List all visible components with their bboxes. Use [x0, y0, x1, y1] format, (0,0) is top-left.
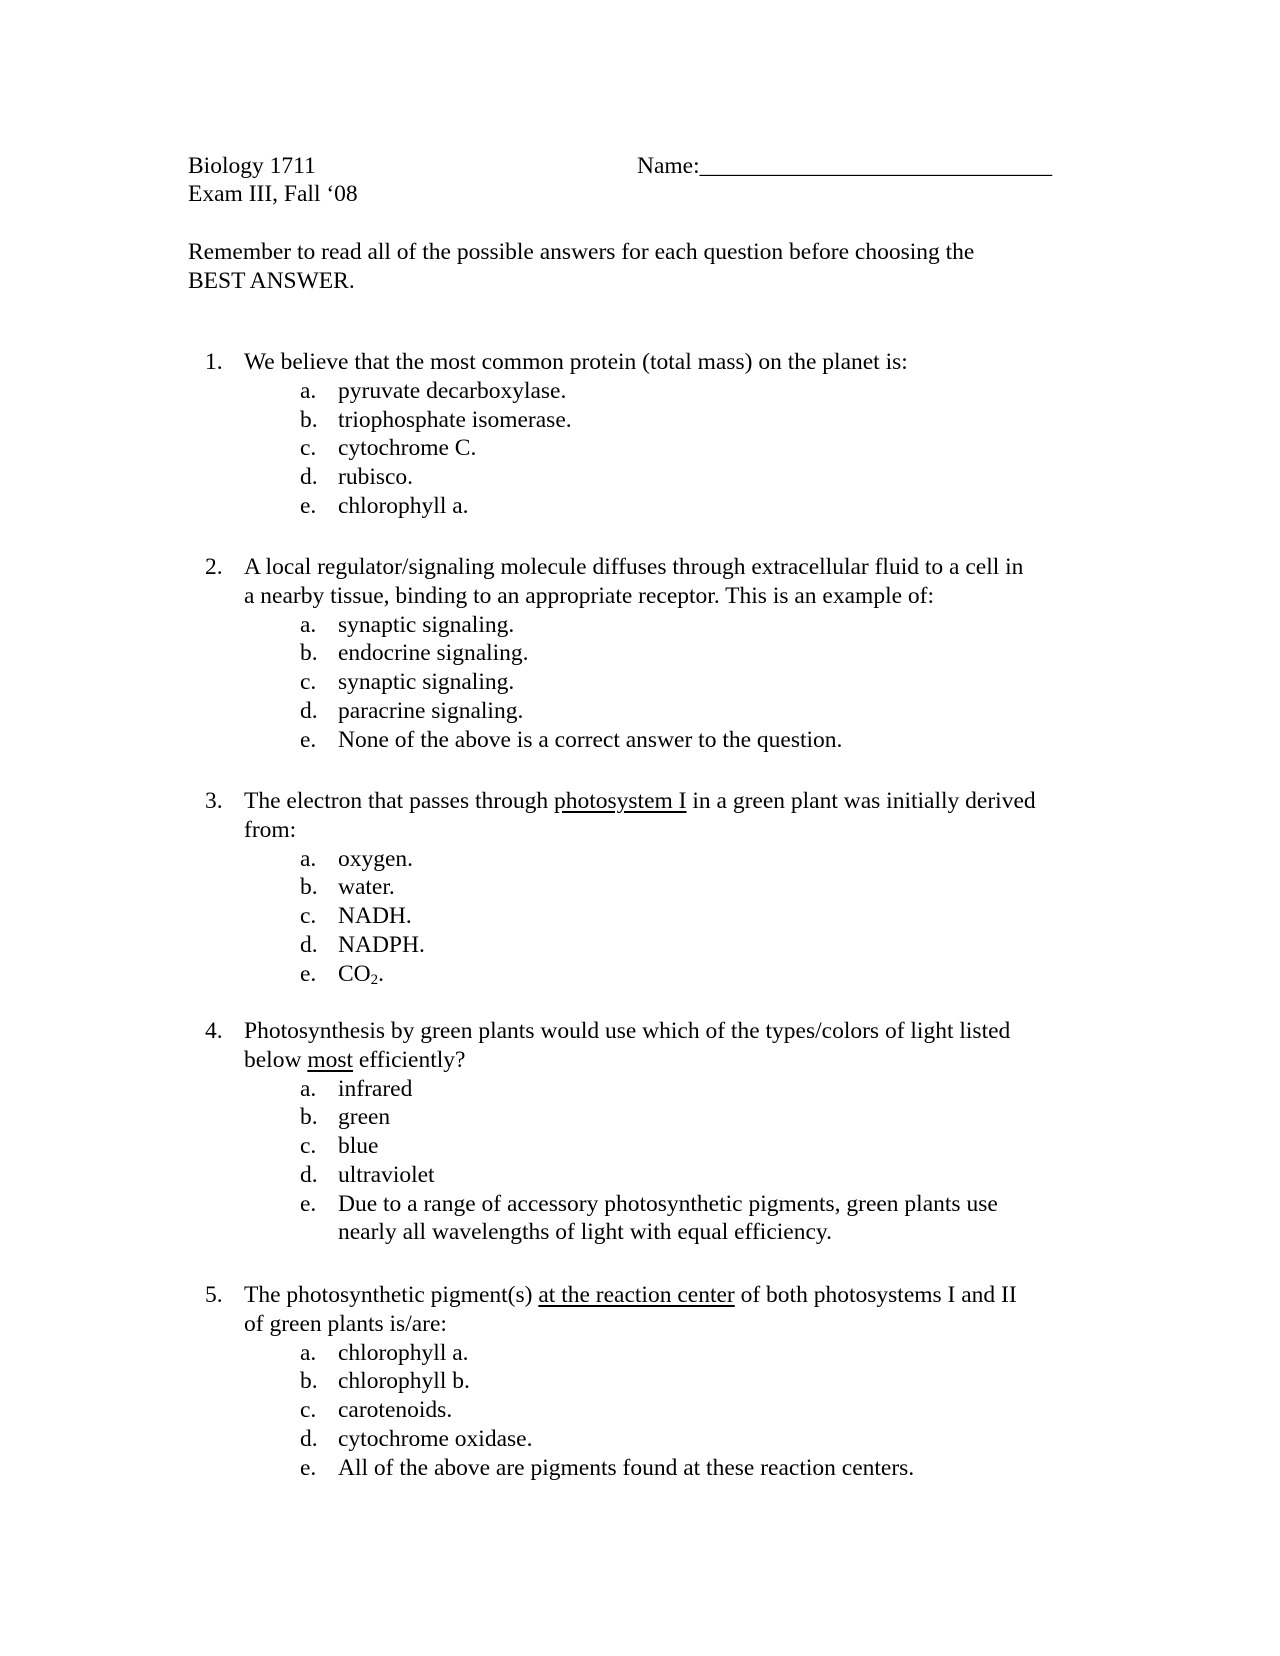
option-c	[0, 1132, 1280, 1161]
option-c	[0, 668, 1280, 697]
option-text-line: Due to a range of accessory photosynthetic pigments, green plants use	[338, 1190, 998, 1217]
formula-base: CO	[338, 960, 371, 987]
option-text: cytochrome C.	[338, 435, 477, 462]
question-number: 2.	[205, 554, 223, 580]
option-text: synaptic signaling.	[338, 611, 515, 638]
option-list	[0, 377, 1280, 521]
option-a	[0, 1075, 1280, 1104]
instructions-line-1: Remember to read all of the possible answers for each question before choosing the	[188, 239, 975, 265]
option-letter: d.	[300, 464, 318, 491]
underlined-term: most	[307, 1046, 354, 1073]
option-d	[0, 931, 1280, 960]
option-text: paracrine signaling.	[338, 697, 524, 724]
option-letter: a.	[300, 611, 317, 638]
option-e	[0, 960, 1280, 989]
question-text	[244, 787, 1104, 844]
question-text-line: a nearby tissue, binding to an appropriate receptor. This is an example of:	[244, 582, 935, 609]
option-text: endocrine signaling.	[338, 640, 529, 667]
option-text	[338, 960, 384, 989]
option-c	[0, 434, 1280, 463]
option-letter: a.	[300, 1075, 317, 1102]
question-text-segment: The electron that passes through	[244, 788, 554, 814]
option-letter: d.	[300, 697, 318, 724]
option-text: chlorophyll a.	[338, 492, 469, 519]
question-text-segment: The photosynthetic pigment(s)	[244, 1282, 539, 1308]
exam-title: Exam III, Fall ‘08	[188, 181, 358, 207]
question-text-segment: efficiently?	[353, 1046, 466, 1073]
question-text-line	[244, 1281, 1104, 1310]
option-letter: e.	[300, 1454, 317, 1481]
question-text-segment: in a green plant was initially derived	[686, 788, 1036, 814]
underlined-term: photosystem I	[553, 788, 687, 814]
option-text: All of the above are pigments found at these reaction centers.	[338, 1454, 915, 1481]
option-e	[0, 492, 1280, 521]
question-text	[244, 348, 1104, 377]
option-letter: b.	[300, 640, 318, 667]
option-text: blue	[338, 1133, 379, 1160]
option-letter: a.	[300, 377, 317, 404]
option-text-line: nearly all wavelengths of light with equal efficiency.	[338, 1219, 832, 1246]
option-text: None of the above is a correct answer to the question.	[338, 726, 843, 753]
underlined-term: at the reaction center	[538, 1282, 735, 1308]
option-e	[0, 726, 1280, 755]
option-letter: b.	[300, 1368, 318, 1395]
option-b	[0, 639, 1280, 668]
option-e	[0, 1190, 1280, 1248]
formula-subscript: 2	[370, 971, 379, 988]
option-list	[0, 1339, 1280, 1483]
option-text: ultraviolet	[338, 1161, 435, 1188]
option-letter: d.	[300, 1161, 318, 1188]
option-letter: a.	[300, 1339, 317, 1366]
option-d	[0, 463, 1280, 492]
option-text: synaptic signaling.	[338, 669, 515, 696]
option-a	[0, 845, 1280, 874]
option-text: carotenoids.	[338, 1397, 453, 1424]
question-text-segment: below	[244, 1046, 308, 1073]
option-c	[0, 902, 1280, 931]
instructions	[188, 238, 1088, 295]
option-text: chlorophyll a.	[338, 1339, 469, 1366]
course-title: Biology 1711	[188, 153, 316, 179]
option-text: NADH.	[338, 903, 412, 930]
instructions-line-2: BEST ANSWER.	[188, 267, 355, 294]
question-text-line: A local regulator/signaling molecule diffuses through extracellular fluid to a cell in	[244, 554, 1024, 580]
question-text	[244, 553, 1104, 610]
option-text: green	[338, 1104, 391, 1131]
question-text	[244, 1017, 1104, 1074]
option-letter: e.	[300, 1190, 317, 1217]
option-letter: e.	[300, 960, 317, 987]
option-text: rubisco.	[338, 464, 414, 491]
option-a	[0, 1339, 1280, 1368]
option-c	[0, 1396, 1280, 1425]
option-letter: d.	[300, 1425, 318, 1452]
option-text: pyruvate decarboxylase.	[338, 377, 567, 404]
option-letter: e.	[300, 726, 317, 753]
question-text-line: We believe that the most common protein (total mass) on the planet is:	[244, 349, 908, 375]
name-field: Name:______________________________	[637, 153, 1053, 179]
option-letter: a.	[300, 845, 317, 872]
option-a	[0, 611, 1280, 640]
option-text: chlorophyll b.	[338, 1368, 470, 1395]
option-text: water.	[338, 874, 395, 901]
question-number: 1.	[205, 349, 223, 375]
question-number: 3.	[205, 788, 223, 814]
option-d	[0, 1161, 1280, 1190]
question-text-line	[244, 1046, 1104, 1075]
option-letter: e.	[300, 492, 317, 519]
option-e	[0, 1454, 1280, 1483]
option-letter: c.	[300, 1133, 317, 1160]
option-d	[0, 1425, 1280, 1454]
option-text: oxygen.	[338, 845, 414, 872]
option-letter: c.	[300, 1397, 317, 1424]
formula-suffix: .	[378, 960, 385, 987]
option-list	[0, 611, 1280, 755]
option-text	[338, 1190, 998, 1247]
option-letter: c.	[300, 903, 317, 930]
option-letter: c.	[300, 435, 317, 462]
question-number: 5.	[205, 1282, 223, 1308]
question-number: 4.	[205, 1018, 223, 1044]
option-b	[0, 873, 1280, 902]
option-letter: c.	[300, 669, 317, 696]
option-list	[0, 1075, 1280, 1248]
option-a	[0, 377, 1280, 406]
question-text	[244, 1281, 1104, 1338]
question-text-line: from:	[244, 816, 297, 843]
question-text-line: Photosynthesis by green plants would use which of the types/colors of light listed	[244, 1018, 1011, 1044]
option-d	[0, 697, 1280, 726]
option-text: triophosphate isomerase.	[338, 406, 572, 433]
question-text-line: of green plants is/are:	[244, 1310, 447, 1337]
option-b	[0, 1367, 1280, 1396]
option-letter: b.	[300, 406, 318, 433]
option-list	[0, 845, 1280, 989]
option-text: NADPH.	[338, 931, 425, 958]
option-text: cytochrome oxidase.	[338, 1425, 533, 1452]
option-b	[0, 1103, 1280, 1132]
option-letter: b.	[300, 1104, 318, 1131]
option-letter: b.	[300, 874, 318, 901]
question-text-segment: of both photosystems I and II	[734, 1282, 1017, 1308]
question-text-line	[244, 787, 1104, 816]
option-b	[0, 406, 1280, 435]
option-text: infrared	[338, 1075, 413, 1102]
option-letter: d.	[300, 931, 318, 958]
